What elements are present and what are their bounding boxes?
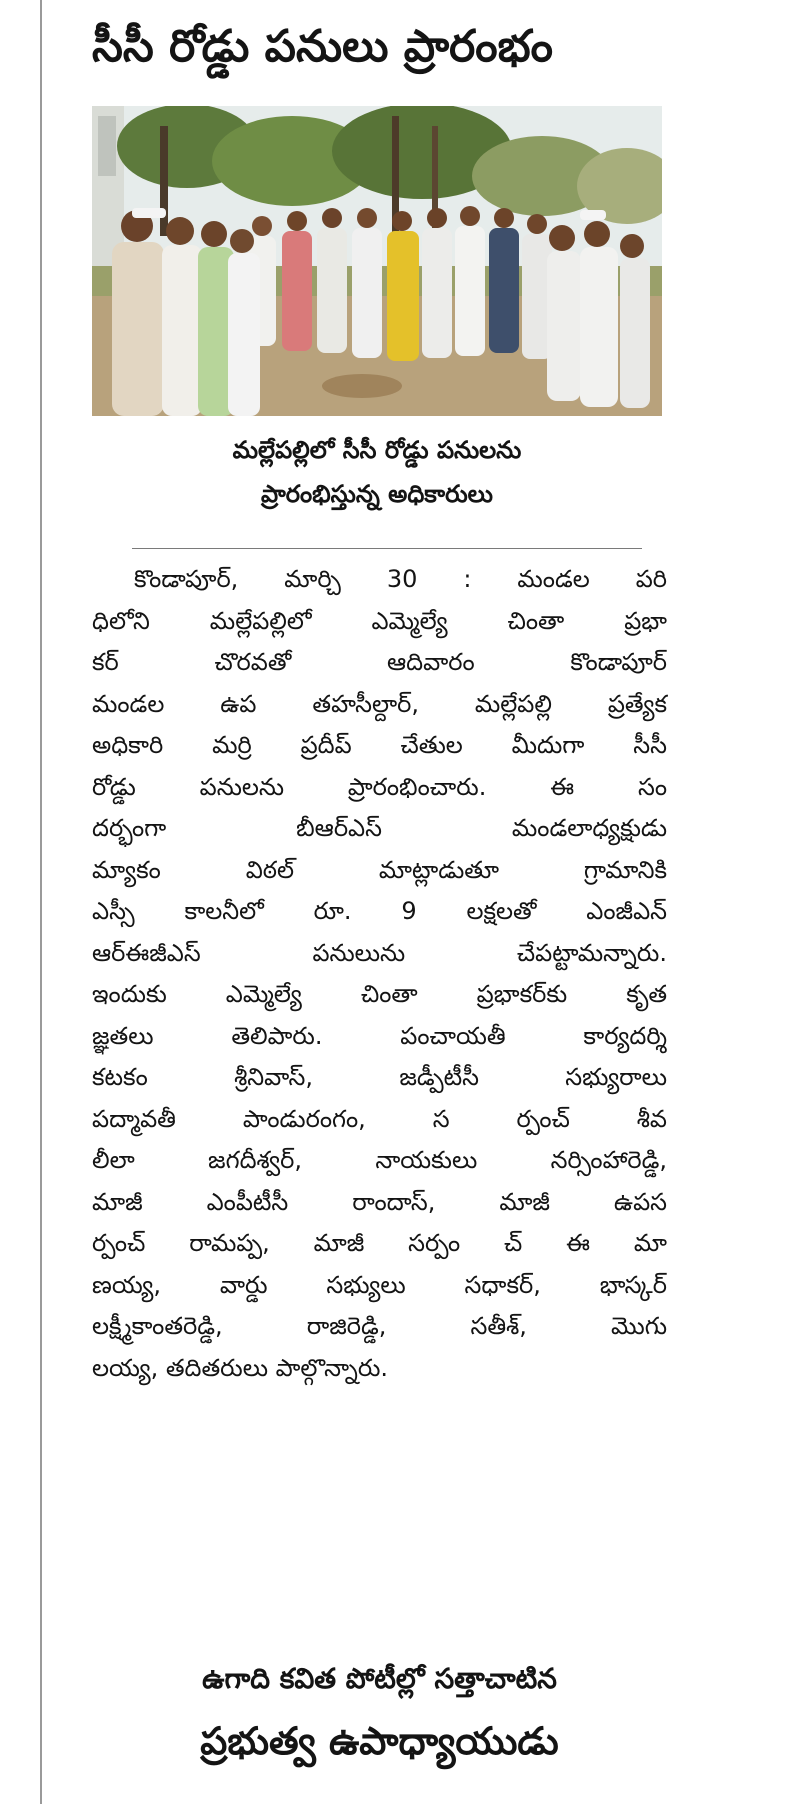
next-article-headline — [92, 1652, 667, 1776]
body-line: జ్ఞతలు తెలిపారు. పంచాయతీ కార్యదర్శి — [92, 1021, 667, 1050]
body-line: కటకం శ్రీనివాస్, జడ్పీటీసీ సభ్యురాలు — [92, 1063, 667, 1091]
body-line: లక్ష్మీకాంతరెడ్డి, రాజిరెడ్డి, సతీశ్, మొగు — [92, 1312, 667, 1340]
body-line: ణయ్య, వార్డు సభ్యులు సధాకర్, భాస్కర్ — [92, 1270, 667, 1299]
photo-caption-line: మల్లేపల్లిలో సీసీ రోడ్డు పనులను — [232, 436, 522, 464]
column-divider — [40, 0, 42, 1804]
body-line: ఇందుకు ఎమ్మెల్యే చింతా ప్రభాకర్‌కు కృత — [92, 980, 667, 1008]
photo-caption — [92, 428, 662, 516]
body-line: ధిలోని మల్లేపల్లిలో ఎమ్మెల్యే చింతా ప్రభా — [92, 606, 667, 635]
body-line: మాజీ ఎంపీటీసీ రాందాస్, మాజీ ఉపస — [92, 1187, 667, 1216]
body-line: దర్భంగా బీఆర్ఎస్ మండలాధ్యక్షుడు — [92, 814, 667, 842]
body-line: కొండాపూర్, మార్చి 30 : మండల పరి — [134, 565, 667, 593]
body-line: లీలా జగదీశ్వర్, నాయకులు నర్సింహారెడ్డి, — [92, 1146, 667, 1174]
body-line: రోడ్డు పనులను ప్రారంభించారు. ఈ సం — [92, 772, 667, 801]
caption-divider — [132, 548, 642, 549]
body-line: లయ్య, తదితరులు పాల్గొన్నారు. — [92, 1353, 389, 1382]
article-headline: సీసీ రోడ్డు పనులు ప్రారంభం — [92, 21, 553, 72]
photo-caption-line: ప్రారంభిస్తున్న అధికారులు — [261, 480, 493, 508]
body-line: కర్ చొరవతో ఆదివారం కొండాపూర్ — [92, 648, 667, 676]
body-line: మ్యాకం విఠల్ మాట్లాడుతూ గ్రామానికి — [92, 855, 667, 884]
article-photo — [92, 106, 662, 416]
body-line: పద్మావతీ పాండురంగం, స ర్పంచ్ శీవ — [92, 1104, 667, 1133]
next-article-headline-line1: ఉగాది కవిత పోటీల్లో సత్తాచాటిన — [202, 1662, 557, 1695]
body-line: ఆర్ఈజీఎస్ పనులును చేపట్టామన్నారు. — [92, 938, 667, 967]
body-line: అధికారి మర్రి ప్రదీప్ చేతుల మీదుగా సీసీ — [92, 731, 667, 759]
next-article-headline-line2: ప్రభుత్వ ఉపాధ్యాయుడు — [200, 1719, 559, 1763]
body-line: ర్పంచ్ రామప్ప, మాజీ సర్పం చ్ ఈ మా — [92, 1229, 667, 1257]
body-line: ఎస్సీ కాలనీలో రూ. 9 లక్షలతో ఎంజీఎన్ — [92, 897, 667, 925]
body-line: మండల ఉప తహసీల్దార్, మల్లేపల్లి ప్రత్యేక — [92, 689, 667, 718]
article-body — [92, 559, 667, 1389]
